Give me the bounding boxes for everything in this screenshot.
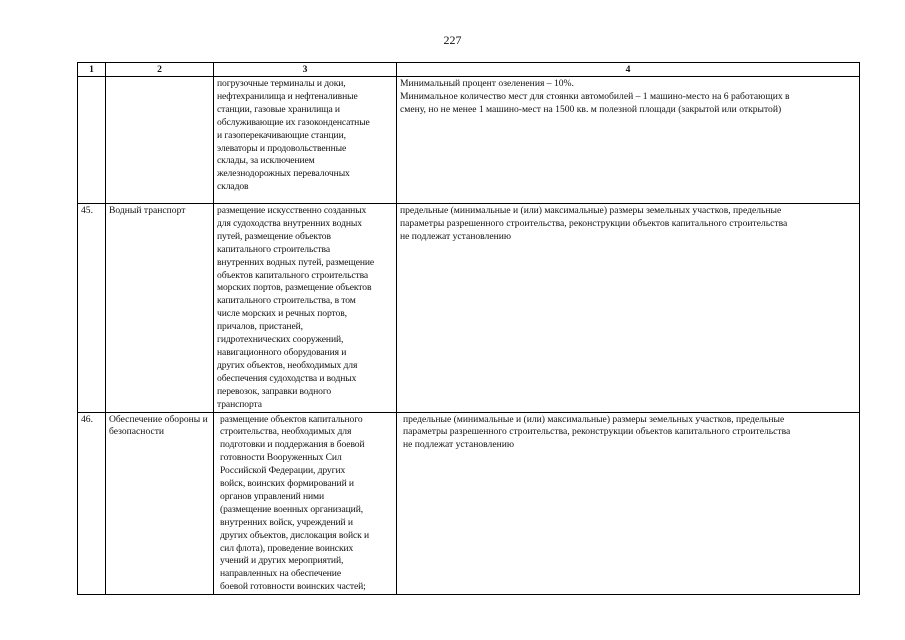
table-body	[78, 77, 860, 595]
use-description-line: готовности Вооруженных Сил	[220, 452, 342, 464]
use-description-line: обслуживающие их газоконденсатные	[217, 116, 370, 128]
use-description-line: (размещение военных организаций,	[220, 503, 364, 515]
use-description-line: учений и других мероприятий,	[220, 555, 344, 567]
use-parameters	[397, 77, 860, 204]
use-description-line: объектов капитального строительства	[217, 269, 369, 281]
use-description-line: и газоперекачивающие станции,	[217, 129, 346, 141]
use-description-line: погрузочные терминалы и доки,	[217, 78, 346, 89]
use-description-line: транспорта	[217, 398, 262, 410]
use-description-line: других объектов, необходимых для	[217, 359, 358, 371]
column-header-3: 3	[214, 63, 397, 77]
use-description-line: причалов, пристаней,	[217, 321, 303, 333]
page-number: 227	[443, 33, 462, 47]
use-description-line: других объектов, дислокация войск и	[220, 529, 370, 541]
use-description	[214, 77, 397, 204]
use-description-line: железнодорожных перевалочных	[217, 168, 350, 180]
use-description-line: сил флота), проведение воинских	[220, 542, 354, 554]
use-type-name-line: Водный транспорт	[109, 205, 186, 216]
use-type-name	[106, 77, 214, 204]
column-header-4: 4	[397, 63, 860, 77]
use-parameters-line: не подлежат установлению	[403, 439, 515, 451]
use-description-line: обеспечения судоходства и водных	[217, 372, 357, 384]
use-description-line: Российской Федерации, других	[220, 465, 346, 477]
use-description-line: внутренних войск, учреждений и	[220, 516, 353, 528]
use-parameters-line: предельные (минимальные и (или) максимальные) размеры земельных участков, предельные	[400, 205, 782, 216]
use-type-name	[106, 204, 214, 413]
table-header-row	[78, 63, 860, 77]
use-parameters-line: Минимальное количество мест для стоянки автомобилей – 1 машино-место на 6 работающих в	[400, 90, 790, 102]
column-header-2: 2	[106, 63, 214, 77]
table-row	[78, 204, 860, 413]
use-description-line: строительства, необходимых для	[220, 426, 352, 438]
use-description-line: размещение искусственно созданных	[217, 205, 367, 216]
use-description-line: элеваторы и продовольственные	[217, 142, 347, 154]
column-header-1: 1	[78, 63, 106, 77]
use-description-line: путей, размещение объектов	[217, 230, 331, 242]
use-parameters-line: смену, но не менее 1 машино-мест на 1500 кв. м полезной площади (закрытой или открытой)	[400, 103, 782, 115]
use-description-line: размещение объектов капитального	[220, 413, 363, 425]
use-description	[214, 412, 397, 595]
use-description-line: навигационного оборудования и	[217, 346, 347, 358]
use-parameters-line: не подлежат установлению	[400, 230, 512, 242]
use-description-line: числе морских и речных портов,	[217, 308, 347, 320]
row-number: 46.	[78, 412, 106, 595]
use-parameters-line: параметры разрешенного строительства, реконструкции объектов капитального строительства	[400, 217, 788, 229]
use-description-line: внутренних водных путей, размещение	[217, 256, 375, 268]
use-parameters-line: Минимальный процент озеленения – 10%.	[400, 78, 574, 89]
use-description-line: складов	[217, 181, 249, 193]
use-description-line: боевой готовности воинских частей;	[220, 581, 366, 593]
use-type-name-line: безопасности	[109, 426, 165, 438]
row-number	[78, 77, 106, 204]
use-parameters-line: параметры разрешенного строительства, реконструкции объектов капитального строительства	[403, 426, 791, 438]
use-parameters-line: предельные (минимальные и (или) максимальные) размеры земельных участков, предельные	[403, 413, 785, 425]
use-description-line: направленных на обеспечение	[220, 568, 341, 580]
land-use-table	[77, 62, 860, 595]
use-description-line: морских портов, размещение объектов	[217, 282, 372, 294]
use-description-line: нефтехранилища и нефтеналивные	[217, 90, 358, 102]
use-type-name	[106, 412, 214, 595]
table-row	[78, 77, 860, 204]
use-description-line: перевозок, заправки водного	[217, 385, 332, 397]
use-parameters	[397, 204, 860, 413]
table-row	[78, 412, 860, 595]
use-description-line: органов управлений ними	[220, 490, 325, 502]
use-description-line: подготовки и поддержания в боевой	[220, 439, 365, 451]
use-parameters	[397, 412, 860, 595]
use-description-line: станции, газовые хранилища и	[217, 103, 340, 115]
use-description-line: войск, воинских формирований и	[220, 478, 354, 490]
use-description-line: склады, за исключением	[217, 155, 315, 167]
use-type-name-line: Обеспечение обороны и	[109, 413, 208, 425]
row-number: 45.	[78, 204, 106, 413]
use-description-line: капитального строительства, в том	[217, 295, 356, 307]
use-description	[214, 204, 397, 413]
use-description-line: гидротехнических сооружений,	[217, 334, 344, 346]
use-description-line: для судоходства внутренних водных	[217, 217, 362, 229]
use-description-line: капитального строительства	[217, 243, 330, 255]
